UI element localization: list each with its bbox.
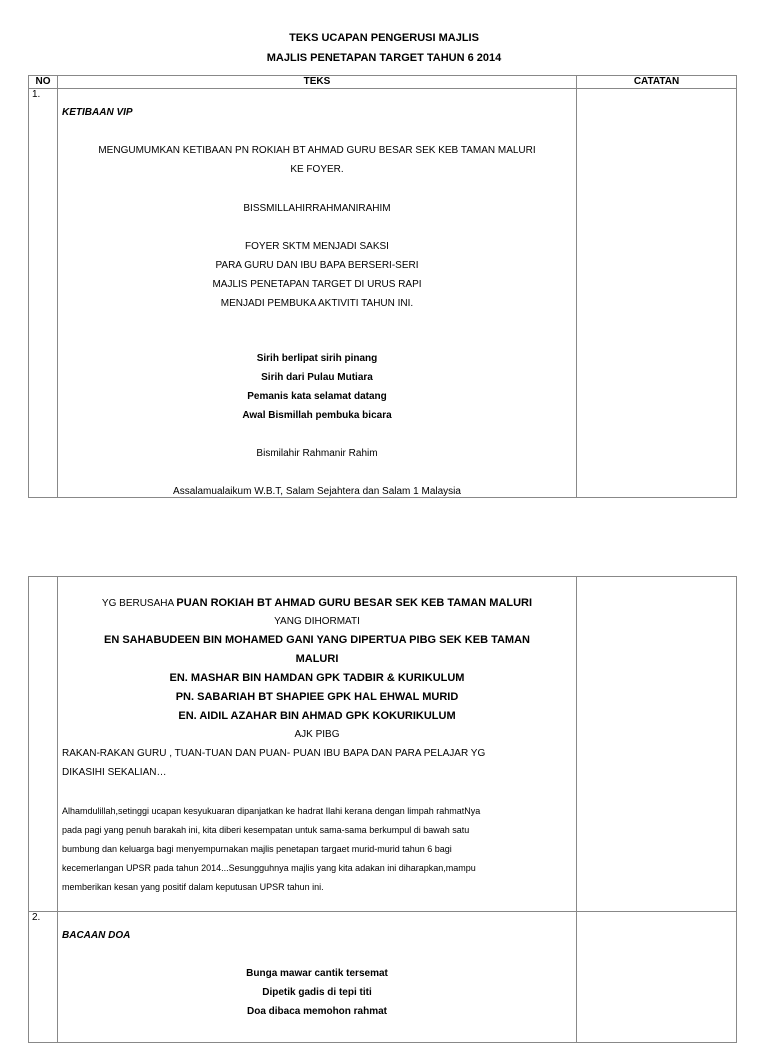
- dignitary-name: PUAN ROKIAH BT AHMAD GURU BESAR SEK KEB TAMAN MALURI: [176, 597, 533, 609]
- table-row: [29, 577, 737, 912]
- catatan-cell: [577, 912, 737, 1043]
- dignitary-line: EN SAHABUDEEN BIN MOHAMED GANI YANG DIPERTUA PIBG SEK KEB TAMAN: [104, 634, 530, 646]
- greeting-line: Assalamualaikum W.B.T, Salam Sejahtera dan Salam 1 Malaysia: [173, 486, 461, 497]
- greeting-line: DIKASIHI SEKALIAN…: [62, 767, 167, 778]
- bismillah-line: BISSMILLAHIRRAHMANIRAHIM: [243, 203, 391, 214]
- announcement-line: KE FOYER.: [290, 164, 344, 175]
- row-number-cell: [29, 912, 58, 1043]
- poem-line: MENJADI PEMBUKA AKTIVITI TAHUN INI.: [220, 298, 414, 309]
- poem-line: FOYER SKTM MENJADI SAKSI: [245, 241, 389, 252]
- row-number-cell: [29, 577, 58, 912]
- dignitary-line: EN. MASHAR BIN HAMDAN GPK TADBIR & KURIKULUM: [169, 672, 465, 684]
- pantun-line: Dipetik gadis di tepi titi: [262, 987, 372, 998]
- catatan-cell: [577, 577, 737, 912]
- section-heading: KETIBAAN VIP: [62, 107, 133, 118]
- bismillah-line: Bismilahir Rahmanir Rahim: [256, 448, 378, 459]
- dignitary-line: [58, 597, 576, 609]
- dignitary-line: YANG DIHORMATI: [274, 616, 360, 627]
- document-subtitle: MAJLIS PENETAPAN TARGET TAHUN 6 2014: [266, 52, 502, 64]
- pantun-line: Pemanis kata selamat datang: [247, 391, 387, 402]
- column-header-catatan: CATATAN: [577, 76, 737, 89]
- column-header-teks: TEKS: [58, 76, 577, 89]
- greeting-line: RAKAN-RAKAN GURU , TUAN-TUAN DAN PUAN- PUAN IBU BAPA DAN PARA PELAJAR YG: [62, 748, 486, 759]
- speech-line: Alhamdulillah,setinggi ucapan kesyukuaran dipanjatkan ke hadrat Ilahi kerana dengan limpah rahmatNya: [62, 806, 481, 816]
- dignitary-line: PN. SABARIAH BT SHAPIEE GPK HAL EHWAL MURID: [175, 691, 459, 703]
- column-header-no: NO: [29, 76, 58, 89]
- row-number: 1.: [32, 89, 41, 100]
- poem-line: PARA GURU DAN IBU BAPA BERSERI-SERI: [215, 260, 419, 271]
- pantun-line: Doa dibaca memohon rahmat: [246, 1006, 388, 1017]
- teks-cell: [58, 89, 577, 498]
- document-title: TEKS UCAPAN PENGERUSI MAJLIS: [289, 32, 479, 44]
- pantun-line: Bunga mawar cantik tersemat: [246, 968, 388, 979]
- pantun-line: Awal Bismillah pembuka bicara: [242, 410, 392, 421]
- dignitary-line: MALURI: [295, 653, 339, 665]
- poem-line: MAJLIS PENETAPAN TARGET DI URUS RAPI: [212, 279, 422, 290]
- table-row: [29, 912, 737, 1043]
- table-header-row: [29, 76, 737, 89]
- teks-cell: [58, 912, 577, 1043]
- dignitary-line: EN. AIDIL AZAHAR BIN AHMAD GPK KOKURIKULUM: [178, 710, 456, 722]
- table-row: [29, 89, 737, 498]
- teks-cell: [58, 577, 577, 912]
- dignitary-prefix: YG BERUSAHA: [101, 598, 177, 609]
- section-heading: BACAAN DOA: [62, 930, 131, 941]
- speech-line: memberikan kesan yang positif dalam keputusan UPSR tahun ini.: [62, 882, 324, 892]
- catatan-cell: [577, 89, 737, 498]
- pantun-line: Sirih dari Pulau Mutiara: [261, 372, 373, 383]
- speech-table-1: [28, 75, 737, 498]
- speech-line: pada pagi yang penuh barakah ini, kita diberi kesempatan untuk sama-sama berkumpul di bawah satu: [62, 825, 470, 835]
- speech-line: bumbung dan keluarga bagi menyempurnakan majlis penetapan targaet murid-murid tahun 6 bagi: [62, 844, 452, 854]
- row-number: 2.: [32, 912, 41, 923]
- pantun-line: Sirih berlipat sirih pinang: [256, 353, 378, 364]
- speech-table-2: [28, 576, 737, 1043]
- dignitary-line: AJK PIBG: [294, 729, 340, 740]
- row-number-cell: [29, 89, 58, 498]
- speech-line: kecemerlangan UPSR pada tahun 2014...Sesungguhnya majlis yang kita adakan ini diharapkan,mampu: [62, 863, 476, 873]
- announcement-line: MENGUMUMKAN KETIBAAN PN ROKIAH BT AHMAD GURU BESAR SEK KEB TAMAN MALURI: [98, 145, 536, 156]
